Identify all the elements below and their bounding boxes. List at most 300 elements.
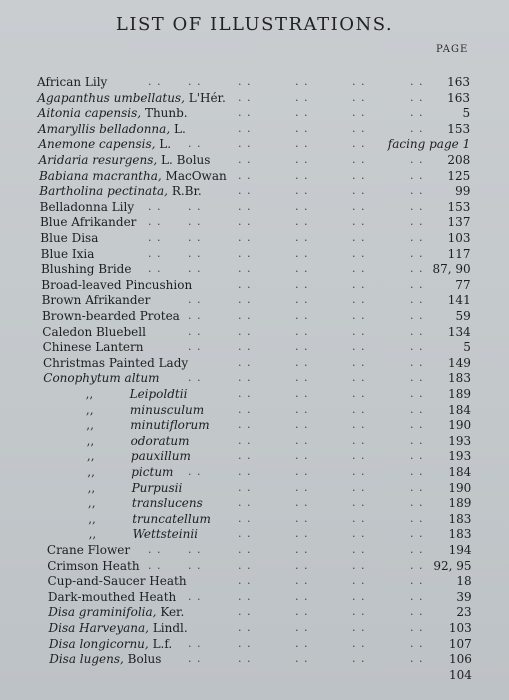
dot-leader: . .: [295, 137, 309, 151]
dot-leader: . .: [410, 309, 424, 322]
dot-leader: . .: [295, 465, 309, 478]
ditto-mark: ,,: [85, 402, 94, 417]
ditto-mark: ,,: [85, 387, 94, 401]
ditto-mark: ,,: [87, 480, 96, 495]
dot-leader: . .: [238, 543, 252, 556]
list-item: [0, 402, 509, 418]
dot-leader: . .: [410, 511, 424, 525]
dot-leader: . .: [410, 636, 424, 650]
dot-leader: . .: [410, 418, 424, 432]
entry-label: [131, 433, 190, 449]
dot-leader: . .: [295, 558, 309, 572]
entry-label: [132, 480, 183, 496]
dot-leader: . .: [238, 418, 252, 432]
entry-label: [48, 573, 187, 589]
dot-leader: . .: [410, 75, 424, 88]
page-number: 163: [447, 75, 470, 89]
page-number: 137: [447, 215, 471, 230]
dot-leader: . .: [238, 387, 252, 400]
dot-leader: . .: [352, 309, 366, 322]
entry-name: translucens: [131, 496, 203, 511]
dot-leader: . .: [352, 262, 366, 276]
page-number: 184: [448, 402, 472, 417]
page-number: 99: [455, 184, 471, 199]
dot-leader: . .: [410, 231, 424, 244]
dot-leader: . .: [410, 589, 424, 603]
dot-leader: . .: [238, 527, 252, 541]
dot-leader: . .: [188, 636, 202, 650]
list-item: [0, 480, 509, 496]
list-item: [0, 105, 509, 121]
page-number: 5: [462, 106, 471, 121]
page-number: 194: [448, 543, 472, 557]
entry-name: pictum: [131, 465, 174, 479]
entry-label: [132, 495, 203, 511]
dot-leader: . .: [352, 636, 366, 650]
ditto-mark: ,,: [87, 465, 95, 479]
dot-leader: . .: [352, 511, 366, 525]
dot-leader: . .: [352, 153, 366, 166]
dot-leader: . .: [410, 496, 424, 510]
dot-leader: . .: [148, 75, 162, 88]
entry-label: [132, 511, 211, 527]
dot-leader: . .: [238, 355, 252, 369]
entry-label: [41, 261, 132, 277]
dot-leader: . .: [295, 199, 309, 213]
dot-leader: . .: [238, 215, 252, 229]
dot-leader: . .: [238, 480, 252, 494]
entry-label: [43, 370, 159, 386]
entry-label: [131, 464, 173, 480]
dot-leader: . .: [352, 543, 366, 556]
dot-leader: . .: [148, 543, 162, 556]
dot-leader: . .: [410, 558, 424, 572]
dot-leader: . .: [295, 168, 309, 182]
page-number: 193: [448, 449, 472, 464]
entry-label: [47, 542, 130, 558]
entry-authority: L.: [173, 121, 186, 136]
dot-leader: . .: [238, 75, 252, 88]
dot-leader: . .: [238, 184, 252, 198]
entry-name: Broad-leaved Pincushion: [41, 277, 193, 292]
dot-leader: . .: [410, 153, 424, 166]
list-item: [0, 573, 509, 589]
list-item: [0, 277, 509, 293]
page-column-header: PAGE: [436, 44, 469, 55]
list-item: [0, 542, 509, 558]
list-item: [0, 183, 509, 199]
dot-leader: . .: [410, 246, 424, 260]
dot-leader: . .: [238, 309, 252, 322]
entry-name: Bartholina pectinata,: [39, 184, 168, 199]
dot-leader: . .: [352, 589, 366, 603]
dot-leader: . .: [295, 527, 309, 541]
list-item: [0, 589, 509, 605]
entry-name: Christmas Painted Lady: [42, 355, 189, 370]
entry-name: minusculum: [129, 402, 205, 417]
dot-leader: . .: [352, 574, 366, 588]
entry-name: Conophytum altum: [43, 371, 160, 386]
dot-leader: . .: [238, 621, 252, 634]
dot-leader: . .: [238, 496, 252, 510]
page-number: 189: [448, 496, 472, 511]
dot-leader: . .: [352, 293, 366, 307]
entry-name: Disa longicornu,: [48, 636, 149, 651]
dot-leader: . .: [352, 106, 366, 120]
dot-leader: . .: [410, 449, 424, 463]
list-item: [0, 230, 509, 246]
dot-leader: . .: [352, 465, 366, 478]
dot-leader: . .: [295, 75, 309, 88]
entry-name: Purpusii: [131, 480, 183, 495]
dot-leader: . .: [295, 496, 309, 510]
list-item: [0, 464, 509, 480]
entry-name: truncatellum: [132, 511, 211, 526]
dot-leader: . .: [238, 465, 252, 478]
ditto-mark: ,,: [86, 433, 95, 448]
dot-leader: . .: [188, 465, 202, 478]
page-number: 149: [448, 355, 471, 370]
dot-leader: . .: [295, 511, 309, 525]
entry-label: [38, 105, 188, 121]
dot-leader: . .: [352, 496, 366, 510]
page-number: 92, 95: [433, 558, 472, 573]
entry-label: [37, 74, 107, 90]
dot-leader: . .: [352, 231, 366, 244]
list-item: [0, 370, 509, 386]
entry-label: [48, 589, 176, 605]
entry-name: African Lily: [37, 75, 108, 89]
dot-leader: . .: [410, 621, 424, 634]
entry-label: [130, 417, 209, 433]
dot-leader: . .: [188, 340, 202, 354]
list-item: [0, 168, 509, 184]
dot-leader: . .: [238, 433, 252, 447]
entry-name: Crane Flower: [46, 543, 131, 557]
page-number: 77: [455, 277, 471, 292]
list-item: [0, 620, 509, 636]
entry-label: [39, 168, 227, 184]
entry-label: [41, 277, 192, 293]
dot-leader: . .: [148, 215, 162, 229]
dot-leader: . .: [410, 465, 424, 478]
entry-name: Blue Ixia: [40, 246, 95, 261]
dot-leader: . .: [295, 184, 309, 198]
dot-leader: . .: [188, 324, 202, 338]
list-item: [0, 526, 509, 542]
dot-leader: . .: [188, 231, 202, 244]
page-number: 59: [455, 309, 471, 323]
dot-leader: . .: [188, 543, 202, 556]
entry-label: [49, 651, 161, 667]
entry-name: Dark-mouthed Heath: [47, 589, 177, 604]
entry-name: Aitonia capensis,: [37, 106, 142, 121]
ditto-mark: ,,: [86, 449, 95, 464]
dot-leader: . .: [352, 90, 366, 104]
page-number: 153: [447, 121, 471, 136]
entry-authority: MacOwan: [165, 168, 227, 183]
page-number: 153: [447, 199, 471, 214]
dot-leader: . .: [295, 231, 309, 244]
entry-label: [43, 355, 188, 371]
page-number: facing page 1: [387, 137, 471, 152]
page-number: 39: [456, 589, 472, 604]
dot-leader: . .: [188, 215, 202, 229]
entry-label: [133, 526, 198, 542]
dot-leader: . .: [410, 480, 424, 494]
entry-name: minutiflorum: [130, 418, 210, 433]
ditto-mark: ,,: [88, 511, 96, 526]
dot-leader: . .: [352, 75, 366, 88]
dot-leader: . .: [410, 184, 424, 198]
entry-name: Disa Harveyana,: [48, 621, 149, 635]
dot-leader: . .: [238, 246, 252, 260]
entry-name: Belladonna Lily: [39, 199, 135, 214]
dot-leader: . .: [410, 543, 424, 556]
page-number: 23: [456, 605, 472, 620]
dot-leader: . .: [352, 199, 366, 213]
entry-label: [47, 558, 139, 574]
list-item: [0, 433, 509, 449]
dot-leader: . .: [352, 527, 366, 541]
list-item: [0, 355, 509, 371]
list-item: [0, 214, 509, 230]
list-item: [0, 667, 509, 683]
dot-leader: . .: [410, 215, 424, 229]
dot-leader: . .: [295, 246, 309, 260]
dot-leader: . .: [238, 371, 252, 385]
dot-leader: . .: [238, 121, 252, 135]
entry-label: [130, 386, 188, 402]
page-number: 125: [447, 168, 471, 183]
page-number: 193: [448, 433, 472, 448]
dot-leader: . .: [352, 480, 366, 494]
entry-label: [42, 324, 146, 340]
page-title: LIST OF ILLUSTRATIONS.: [115, 14, 394, 35]
list-item: [0, 152, 509, 168]
dot-leader: . .: [295, 340, 309, 354]
dot-leader: . .: [295, 293, 309, 307]
dot-leader: . .: [295, 90, 309, 104]
dot-leader: . .: [295, 574, 309, 588]
list-item: [0, 121, 509, 137]
dot-leader: . .: [238, 652, 252, 666]
page-number: 103: [448, 621, 472, 635]
entry-label: [37, 90, 225, 106]
dot-leader: . .: [352, 184, 366, 198]
entry-label: [39, 183, 201, 199]
entry-label: [39, 152, 211, 168]
dot-leader: . .: [295, 121, 309, 135]
dot-leader: . .: [410, 340, 424, 354]
page-number: 104: [449, 667, 472, 682]
dot-leader: . .: [238, 277, 252, 291]
entry-authority: L.f.: [152, 636, 173, 651]
dot-leader: . .: [352, 402, 366, 416]
dot-leader: . .: [238, 199, 252, 213]
page-number: 87, 90: [432, 262, 471, 277]
dot-leader: . .: [410, 293, 424, 307]
entry-name: pauxillum: [130, 449, 191, 464]
entry-label: [130, 402, 204, 418]
dot-leader: . .: [148, 262, 162, 276]
list-item: [0, 651, 509, 667]
entry-authority: Bolus: [127, 652, 162, 667]
entry-authority: L. Bolus: [161, 153, 211, 167]
dot-leader: . .: [188, 309, 202, 322]
dot-leader: . .: [352, 121, 366, 135]
dot-leader: . .: [352, 433, 366, 447]
dot-leader: . .: [238, 449, 252, 463]
dot-leader: . .: [410, 121, 424, 135]
entry-label: [40, 199, 135, 215]
dot-leader: . .: [295, 355, 309, 369]
dot-leader: . .: [352, 168, 366, 182]
dot-leader: . .: [238, 168, 252, 182]
dot-leader: . .: [295, 589, 309, 603]
dot-leader: . .: [410, 527, 424, 541]
dot-leader: . .: [238, 511, 252, 525]
list-item: [0, 558, 509, 574]
dot-leader: . .: [238, 574, 252, 588]
dot-leader: . .: [238, 293, 252, 307]
page-number: 208: [447, 153, 471, 167]
page-number: 103: [447, 231, 471, 245]
list-item: [0, 308, 509, 324]
dot-leader: . .: [148, 558, 162, 572]
dot-leader: . .: [295, 309, 309, 322]
dot-leader: . .: [352, 277, 366, 291]
dot-leader: . .: [295, 262, 309, 276]
entry-name: Leipoldtii: [129, 387, 188, 401]
entry-name: Disa graminifolia,: [48, 605, 157, 620]
dot-leader: . .: [295, 387, 309, 400]
dot-leader: . .: [238, 402, 252, 416]
entry-name: Brown-bearded Protea: [41, 309, 180, 323]
dot-leader: . .: [410, 387, 424, 400]
dot-leader: . .: [188, 371, 202, 385]
page-number: 183: [448, 371, 471, 386]
dot-leader: . .: [238, 231, 252, 244]
entry-name: Blushing Bride: [40, 262, 132, 277]
entry-label: [38, 136, 171, 152]
page-number: 183: [448, 511, 472, 526]
dot-leader: . .: [410, 652, 424, 666]
dot-leader: . .: [352, 387, 366, 400]
list-item: [0, 90, 509, 106]
dot-leader: . .: [410, 402, 424, 416]
list-item: [0, 448, 509, 464]
dot-leader: . .: [295, 543, 309, 556]
dot-leader: . .: [295, 215, 309, 229]
entry-authority: L'Hér.: [188, 90, 226, 105]
dot-leader: . .: [352, 418, 366, 432]
dot-leader: . .: [188, 558, 202, 572]
dot-leader: . .: [410, 106, 424, 120]
dot-leader: . .: [295, 106, 309, 120]
dot-leader: . .: [295, 153, 309, 166]
dot-leader: . .: [410, 168, 424, 182]
dot-leader: . .: [295, 371, 309, 385]
list-item: [0, 136, 509, 152]
entry-authority: Thunb.: [144, 106, 188, 121]
entry-name: Babiana macrantha,: [38, 168, 162, 183]
entry-name: Amaryllis belladonna,: [37, 121, 171, 136]
entry-authority: R.Br.: [171, 184, 202, 199]
entry-name: Cup-and-Saucer Heath: [47, 574, 187, 589]
entry-authority: L.: [159, 137, 172, 152]
dot-leader: . .: [238, 636, 252, 650]
dot-leader: . .: [410, 90, 424, 104]
entry-label: [38, 121, 186, 137]
entry-name: Chinese Lantern: [42, 340, 144, 355]
page-number: 5: [463, 340, 471, 355]
ditto-mark: ,,: [87, 496, 96, 511]
dot-leader: . .: [352, 652, 366, 666]
dot-leader: . .: [188, 293, 202, 307]
entry-label: [49, 620, 188, 636]
dot-leader: . .: [188, 199, 202, 213]
dot-leader: . .: [410, 277, 424, 291]
entry-name: Brown Afrikander: [41, 293, 151, 308]
page-number: 189: [448, 387, 471, 401]
dot-leader: . .: [352, 137, 366, 151]
dot-leader: . .: [410, 574, 424, 588]
page-number: 190: [448, 480, 472, 495]
entry-name: Blue Afrikander: [39, 215, 137, 230]
list-item: [0, 246, 509, 262]
dot-leader: . .: [295, 418, 309, 432]
dot-leader: . .: [352, 215, 366, 229]
list-item: [0, 74, 509, 90]
list-item: [0, 261, 509, 277]
list-item: [0, 511, 509, 527]
list-item: [0, 386, 509, 402]
entry-name: Blue Disa: [40, 231, 99, 245]
dot-leader: . .: [238, 262, 252, 276]
dot-leader: . .: [295, 636, 309, 650]
entry-authority: Ker.: [160, 605, 185, 620]
dot-leader: . .: [295, 449, 309, 463]
dot-leader: . .: [295, 621, 309, 634]
entry-name: Caledon Bluebell: [42, 324, 146, 339]
page-number: 117: [447, 246, 471, 261]
dot-leader: . .: [295, 433, 309, 447]
dot-leader: . .: [238, 589, 252, 603]
entry-label: [49, 636, 172, 652]
dot-leader: . .: [352, 324, 366, 338]
dot-leader: . .: [148, 231, 162, 244]
entry-label: [48, 604, 184, 620]
page-number: 106: [448, 652, 472, 667]
page-number: 18: [456, 574, 472, 589]
list-item: [0, 199, 509, 215]
dot-leader: . .: [410, 199, 424, 213]
entry-name: Wettsteinii: [132, 527, 198, 542]
list-item: [0, 417, 509, 433]
dot-leader: . .: [410, 262, 424, 276]
entry-name: Crimson Heath: [47, 558, 140, 573]
dot-leader: . .: [295, 480, 309, 494]
entry-label: [43, 339, 144, 355]
dot-leader: . .: [295, 652, 309, 666]
entry-name: Disa lugens,: [49, 652, 124, 667]
entry-label: [42, 292, 151, 308]
dot-leader: . .: [410, 605, 424, 619]
entry-label: [40, 230, 98, 246]
dot-leader: . .: [352, 246, 366, 260]
dot-leader: . .: [188, 262, 202, 276]
